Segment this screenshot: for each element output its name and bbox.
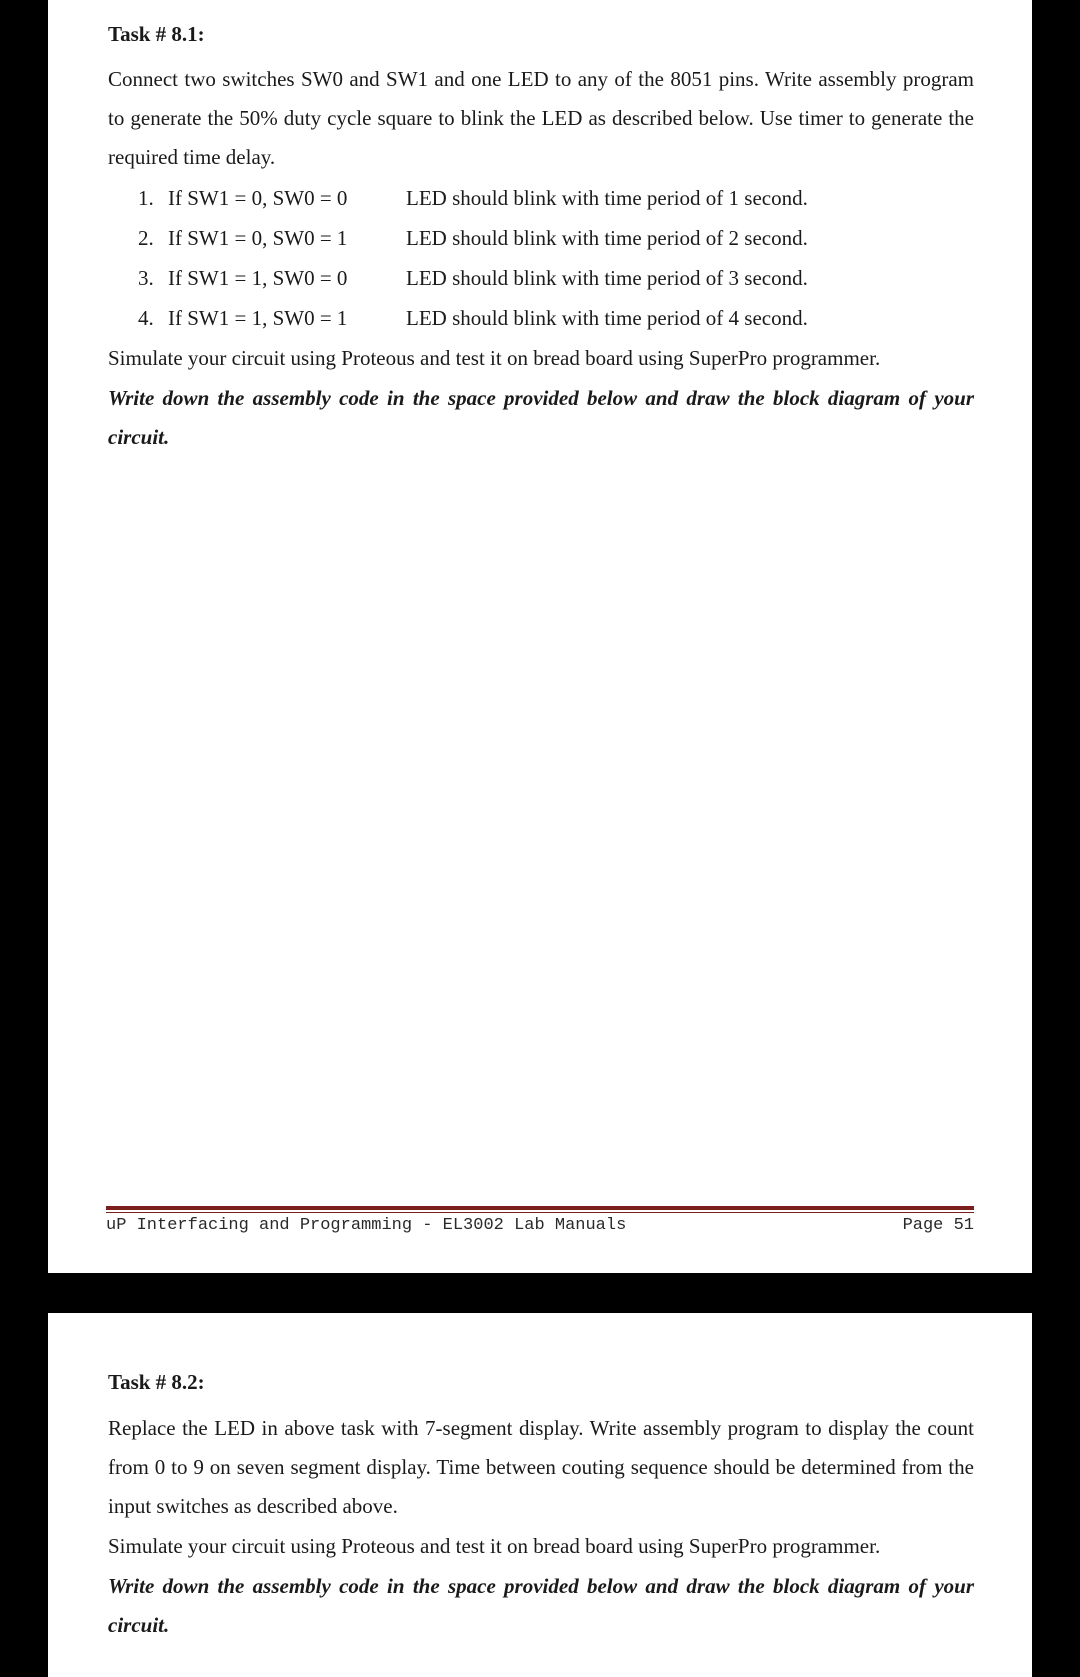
task-8-1-intro: Connect two switches SW0 and SW1 and one LED to any of the 8051 pins. Write assembly program to generate the 50% duty cycle square to blink the LED as described below. Use timer to generate the required time delay. — [108, 67, 974, 169]
task-8-1-heading: Task # 8.1: — [108, 22, 205, 46]
condition-item — [108, 178, 974, 218]
task-8-2-instruction: Write down the assembly code in the space provided below and draw the block diagram of your circuit. — [108, 1574, 974, 1637]
document-page-2 — [48, 1313, 1032, 1677]
task-8-1-instruction: Write down the assembly code in the space provided below and draw the block diagram of your circuit. — [108, 386, 974, 449]
condition-result: LED should blink with time period of 2 second. — [406, 226, 808, 250]
condition-item — [108, 298, 974, 338]
task-8-2-heading: Task # 8.2: — [108, 1370, 205, 1394]
task-8-2-intro: Replace the LED in above task with 7-segment display. Write assembly program to display the count from 0 to 9 on seven segment display. Time between couting sequence should be determined from the input switches as described above. — [108, 1416, 974, 1518]
condition-result: LED should blink with time period of 3 second. — [406, 266, 808, 290]
condition-list — [108, 178, 974, 338]
condition-result: LED should blink with time period of 1 second. — [406, 186, 808, 210]
condition-item — [108, 258, 974, 298]
footer-title: uP Interfacing and Programming - EL3002 Lab Manuals — [106, 1216, 627, 1235]
condition-number: 3. — [138, 266, 154, 290]
condition-switches: If SW1 = 0, SW0 = 1 — [168, 226, 348, 250]
condition-number: 1. — [138, 186, 154, 210]
condition-item — [108, 218, 974, 258]
condition-number: 4. — [138, 306, 154, 330]
condition-switches: If SW1 = 0, SW0 = 0 — [168, 186, 348, 210]
footer-rule — [106, 1206, 974, 1213]
condition-switches: If SW1 = 1, SW0 = 0 — [168, 266, 348, 290]
document-page-1 — [48, 0, 1032, 1273]
condition-switches: If SW1 = 1, SW0 = 1 — [168, 306, 348, 330]
task-8-1-simulate: Simulate your circuit using Proteous and test it on bread board using SuperPro programmer. — [108, 346, 881, 370]
condition-number: 2. — [138, 226, 154, 250]
condition-result: LED should blink with time period of 4 second. — [406, 306, 808, 330]
page-number: Page 51 — [902, 1216, 974, 1235]
task-8-2-simulate: Simulate your circuit using Proteous and test it on bread board using SuperPro programmer. — [108, 1534, 881, 1558]
